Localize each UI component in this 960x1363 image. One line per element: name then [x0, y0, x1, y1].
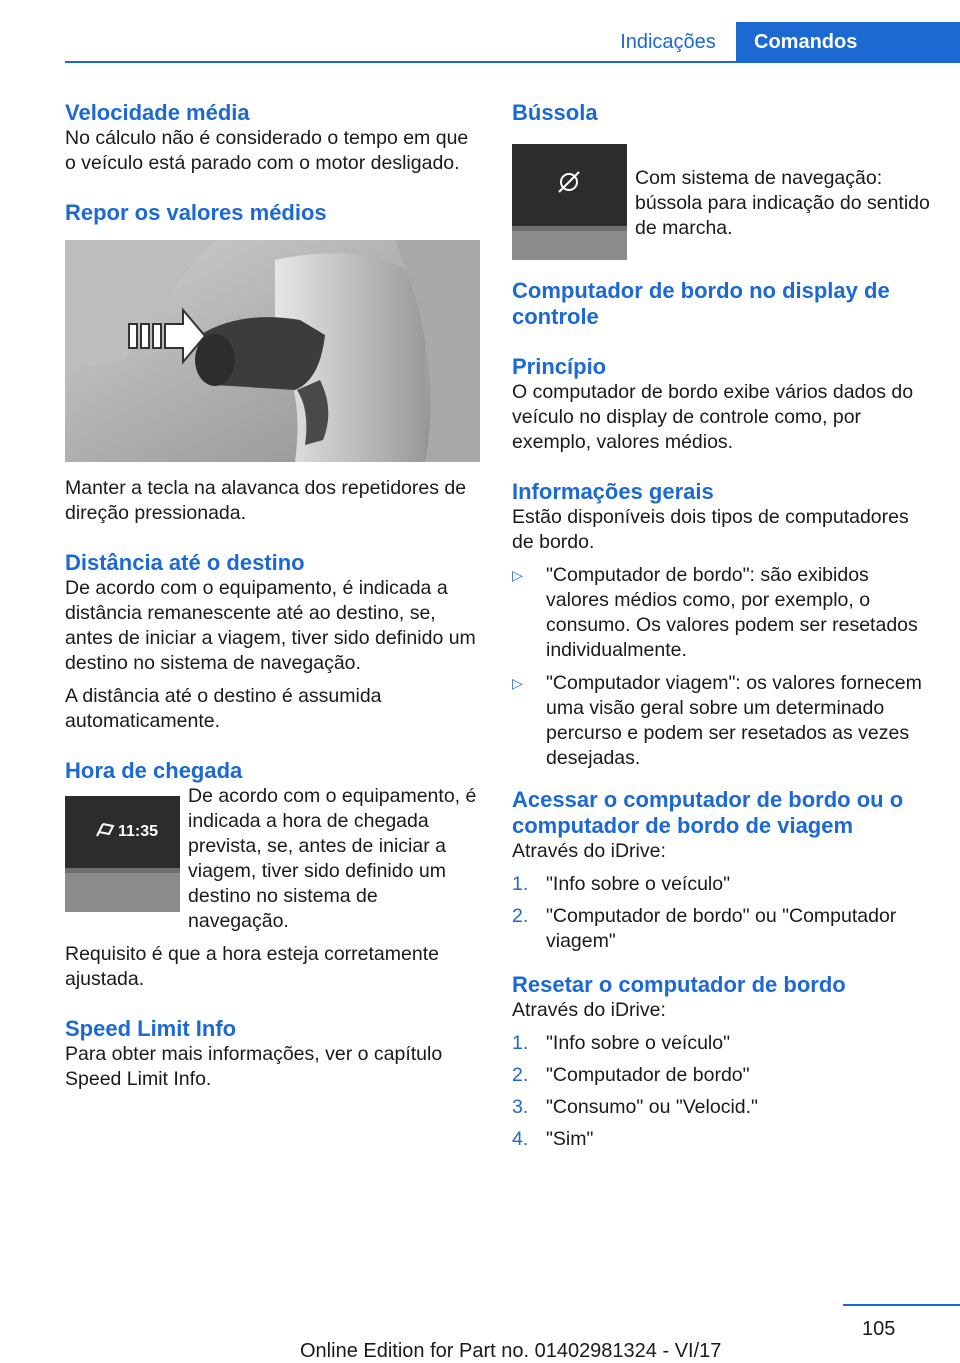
paragraph-hora-chegada-2: Requisito é que a hora esteja corretamente ajustada. [65, 943, 439, 990]
paragraph-bussola: Com sistema de navegação: bússola para indicação do sentido de marcha. [635, 167, 930, 239]
paragraph-resetar: Através do iDrive: [512, 999, 666, 1021]
arrival-time-display [65, 796, 180, 912]
heading-resetar-computador: Resetar o computador de bordo [512, 972, 846, 997]
bussola-block [512, 126, 932, 242]
footer-rule [843, 1304, 960, 1306]
left-column [65, 100, 481, 1092]
edition-footer: Online Edition for Part no. 01402981324 - VI/17 [300, 1340, 722, 1362]
paragraph-principio: O computador de bordo exibe vários dados do veículo no display de controle como, por exemplo, valores médios. [512, 381, 914, 453]
paragraph-repor-valores: Manter a tecla na alavanca dos repetidores de direção pressionada. [65, 477, 467, 524]
compass-display [512, 144, 627, 260]
heading-speed-limit-info: Speed Limit Info [65, 1016, 237, 1041]
list-item: 3. "Consumo" ou "Velocid." [512, 1096, 758, 1118]
page-number: 105 [862, 1318, 896, 1340]
lever-illustration [65, 240, 480, 462]
list-item: ▷ "Computador de bordo": são exibidos valores médios como, por exemplo, o consumo. Os valores podem ser resetados individualmente. [512, 564, 918, 661]
heading-hora-chegada: Hora de chegada [65, 758, 243, 783]
heading-distancia-destino: Distância até o destino [65, 550, 305, 575]
steps-resetar [512, 1031, 932, 1152]
list-item: 1. "Info sobre o veículo" [512, 873, 731, 895]
heading-repor-valores: Repor os valores médios [65, 200, 327, 225]
heading-acessar-computador: Acessar o computador de bordo ou o computador de bordo de viagem [512, 787, 904, 838]
steps-acessar [512, 872, 932, 954]
heading-computador-bordo: Computador de bordo no display de controle [512, 278, 890, 329]
paragraph-distancia-1: De acordo com o equipamento, é indicada a distância remanescente até ao destino, se, antes de iniciar a viagem, tiver sido definido um destino no sistema de navegação. [65, 577, 476, 674]
arrival-time-value: 11:35 [118, 823, 159, 840]
triangle-bullet-icon: ▷ [512, 567, 523, 583]
paragraph-speed-limit-info: Para obter mais informações, ver o capítulo Speed Limit Info. [65, 1043, 443, 1090]
hora-chegada-block [65, 784, 481, 934]
heading-bussola: Bússola [512, 100, 598, 125]
list-item: 4. "Sim" [512, 1128, 594, 1150]
paragraph-velocidade-media: No cálculo não é considerado o tempo em que o veículo está parado com o motor desligado. [65, 127, 469, 174]
paragraph-informacoes-gerais: Estão disponíveis dois tipos de computadores de bordo. [512, 506, 909, 553]
list-item: 1. "Info sobre o veículo" [512, 1032, 731, 1054]
bullet-list [512, 563, 932, 771]
turn-signal-lever-photo [65, 240, 480, 462]
tab-indicacoes[interactable]: Indicações [620, 31, 716, 53]
list-item: ▷ "Computador viagem": os valores fornecem uma visão geral sobre um determinado percurso e podem ser resetados as vezes desejadas. [512, 672, 922, 769]
triangle-bullet-icon: ▷ [512, 675, 523, 691]
tab-comandos[interactable]: Comandos [736, 22, 960, 62]
heading-velocidade-media: Velocidade média [65, 100, 250, 125]
paragraph-distancia-2: A distância até o destino é assumida automaticamente. [65, 685, 382, 732]
paragraph-hora-chegada-1: De acordo com o equipamento, é indicada a hora de chegada prevista, se, antes de iniciar a viagem, tiver sido definido um destino no sistema de navegação. [188, 785, 477, 932]
list-item: 2. "Computador de bordo" [512, 1064, 750, 1086]
right-column [512, 100, 932, 1159]
heading-principio: Princípio [512, 354, 607, 379]
list-item: 2. "Computador de bordo" ou "Computador viagem" [512, 905, 897, 952]
paragraph-acessar: Através do iDrive: [512, 840, 666, 862]
heading-informacoes-gerais: Informações gerais [512, 479, 714, 504]
